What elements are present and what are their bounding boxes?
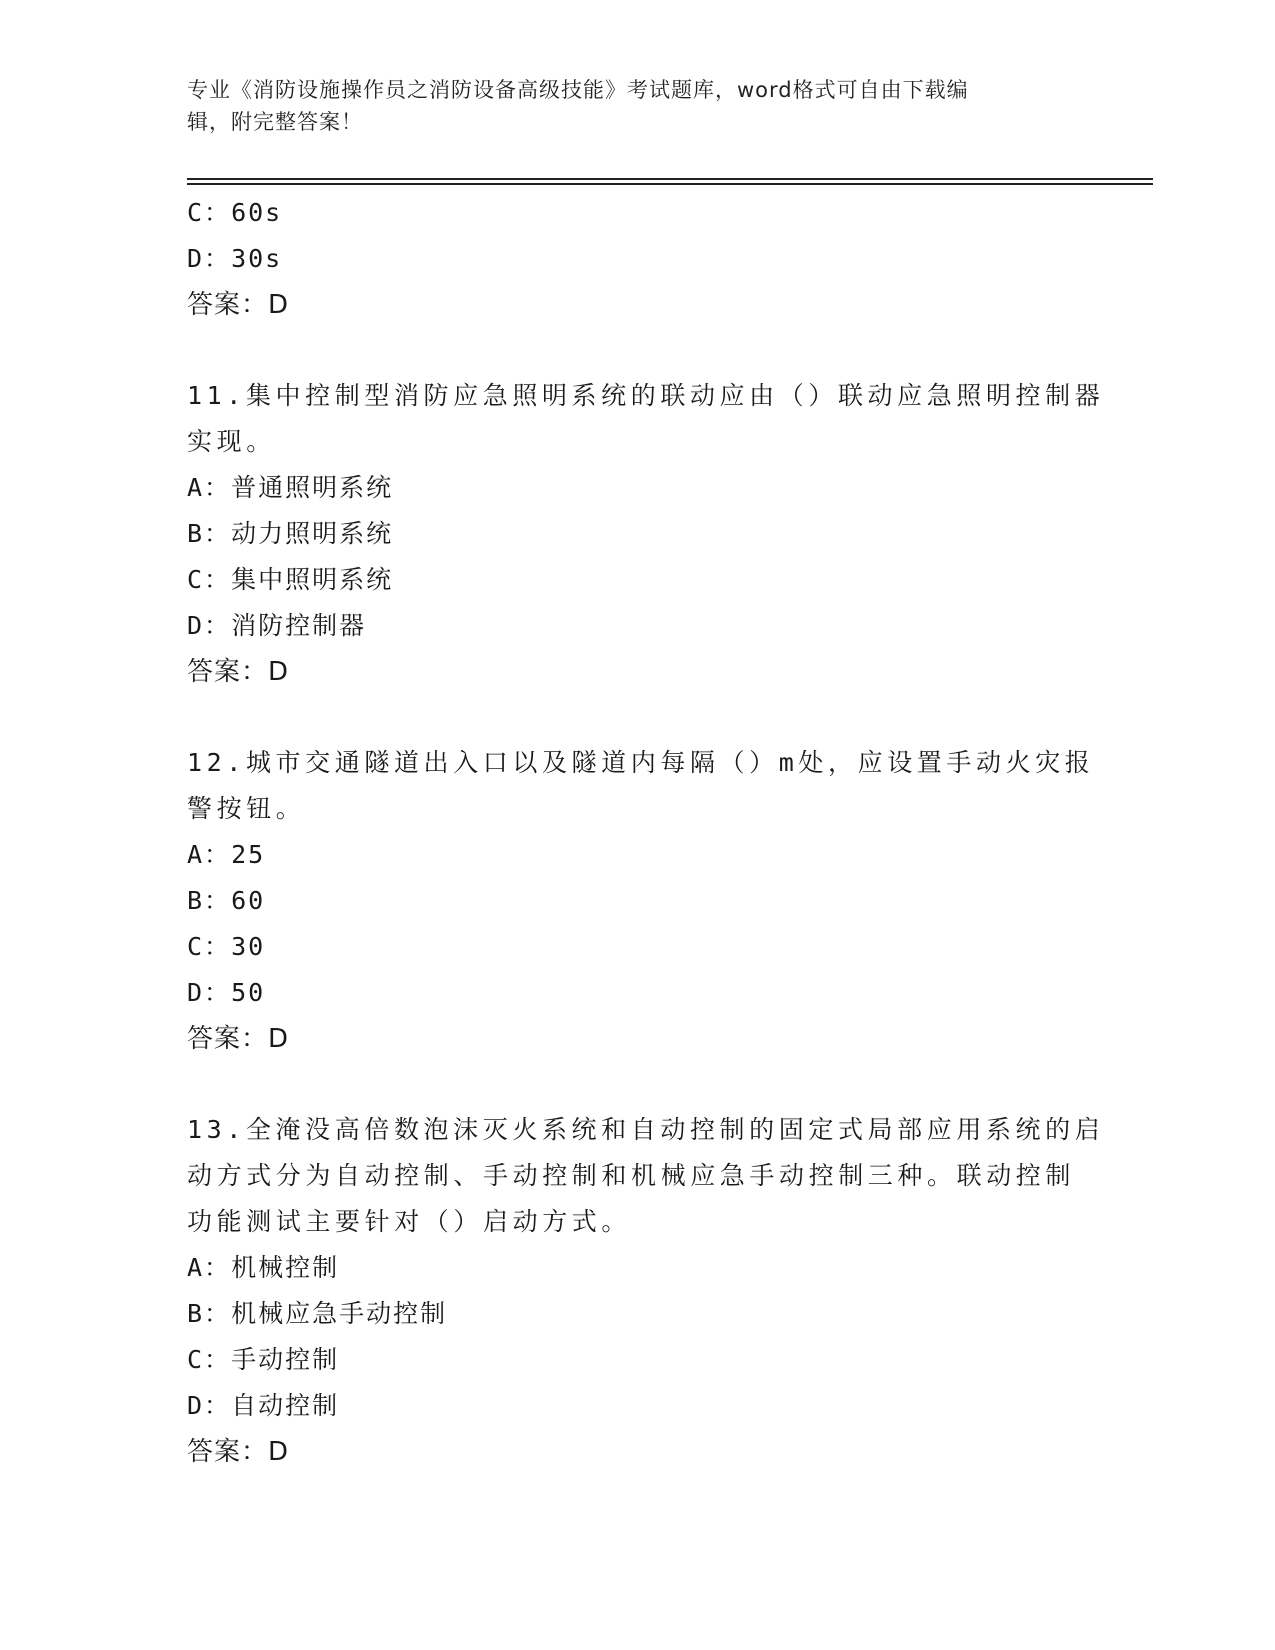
- option-text: 60s: [231, 198, 283, 227]
- question-text-line: 动方式分为自动控制、手动控制和机械应急手动控制三种。联动控制: [187, 1161, 1076, 1190]
- option-d: [187, 236, 1087, 282]
- option-d: [187, 603, 1087, 649]
- question-text-line: 11.集中控制型消防应急照明系统的联动应由（）联动应急照明控制器: [187, 381, 1105, 410]
- question-11: [187, 373, 1105, 695]
- spacer: [187, 695, 1087, 740]
- option-key: C：: [187, 1345, 232, 1374]
- option-d: [187, 1383, 1087, 1429]
- spacer: [187, 328, 1087, 373]
- option-a: [187, 465, 1087, 511]
- option-key: D：: [187, 611, 232, 640]
- option-c: [187, 1337, 1087, 1383]
- option-text: 消防控制器: [231, 611, 367, 640]
- question-text-line: 实现。: [187, 427, 276, 456]
- option-text: 25: [231, 840, 266, 869]
- question-text-line: 12.城市交通隧道出入口以及隧道内每隔（）m处，应设置手动火灾报: [187, 748, 1095, 777]
- answer-line: 答案：D: [187, 1437, 290, 1467]
- option-text: 普通照明系统: [231, 473, 394, 502]
- option-text: 机械控制: [231, 1253, 340, 1282]
- question-text-line: 13.全淹没高倍数泡沫灭火系统和自动控制的固定式局部应用系统的启: [187, 1115, 1105, 1144]
- option-b: [187, 511, 1087, 557]
- option-b: [187, 1291, 1087, 1337]
- answer-line: 答案：D: [187, 657, 290, 687]
- answer-line: 答案：D: [187, 1024, 290, 1054]
- question-text-line: 功能测试主要针对（）启动方式。: [187, 1207, 632, 1236]
- option-key: C：: [187, 565, 232, 594]
- option-text: 集中照明系统: [231, 565, 394, 594]
- option-text: 机械应急手动控制: [231, 1299, 448, 1328]
- header-line-2: 辑，附完整答案！: [187, 110, 363, 134]
- option-c: [187, 190, 1087, 236]
- option-text: 50: [231, 978, 266, 1007]
- option-key: A：: [187, 1253, 232, 1282]
- option-c: [187, 924, 1087, 970]
- header-line-1: 专业《消防设施操作员之消防设备高级技能》考试题库，word格式可自由下载编: [187, 78, 969, 102]
- option-a: [187, 1245, 1087, 1291]
- question-13: [187, 1107, 1105, 1475]
- question-10-tail: [187, 190, 1087, 328]
- option-key: A：: [187, 473, 232, 502]
- header-divider-bottom: [187, 183, 1153, 185]
- option-key: D：: [187, 244, 232, 273]
- option-d: [187, 970, 1087, 1016]
- option-b: [187, 878, 1087, 924]
- spacer: [187, 1062, 1087, 1107]
- option-a: [187, 832, 1087, 878]
- option-key: B：: [187, 886, 232, 915]
- option-key: C：: [187, 932, 232, 961]
- option-text: 30: [231, 932, 266, 961]
- question-text-line: 警按钮。: [187, 794, 306, 823]
- option-c: [187, 557, 1087, 603]
- option-text: 30s: [231, 244, 283, 273]
- answer-line: 答案：D: [187, 290, 290, 320]
- page-header: [187, 74, 1087, 138]
- question-list: [187, 190, 1105, 1475]
- question-12: [187, 740, 1095, 1062]
- option-text: 动力照明系统: [231, 519, 394, 548]
- option-key: B：: [187, 1299, 232, 1328]
- option-key: A：: [187, 840, 232, 869]
- header-divider-top: [187, 178, 1153, 180]
- option-key: D：: [187, 1391, 232, 1420]
- option-text: 60: [231, 886, 266, 915]
- option-key: B：: [187, 519, 232, 548]
- option-text: 自动控制: [231, 1391, 340, 1420]
- option-key: C：: [187, 198, 232, 227]
- option-text: 手动控制: [231, 1345, 340, 1374]
- option-key: D：: [187, 978, 232, 1007]
